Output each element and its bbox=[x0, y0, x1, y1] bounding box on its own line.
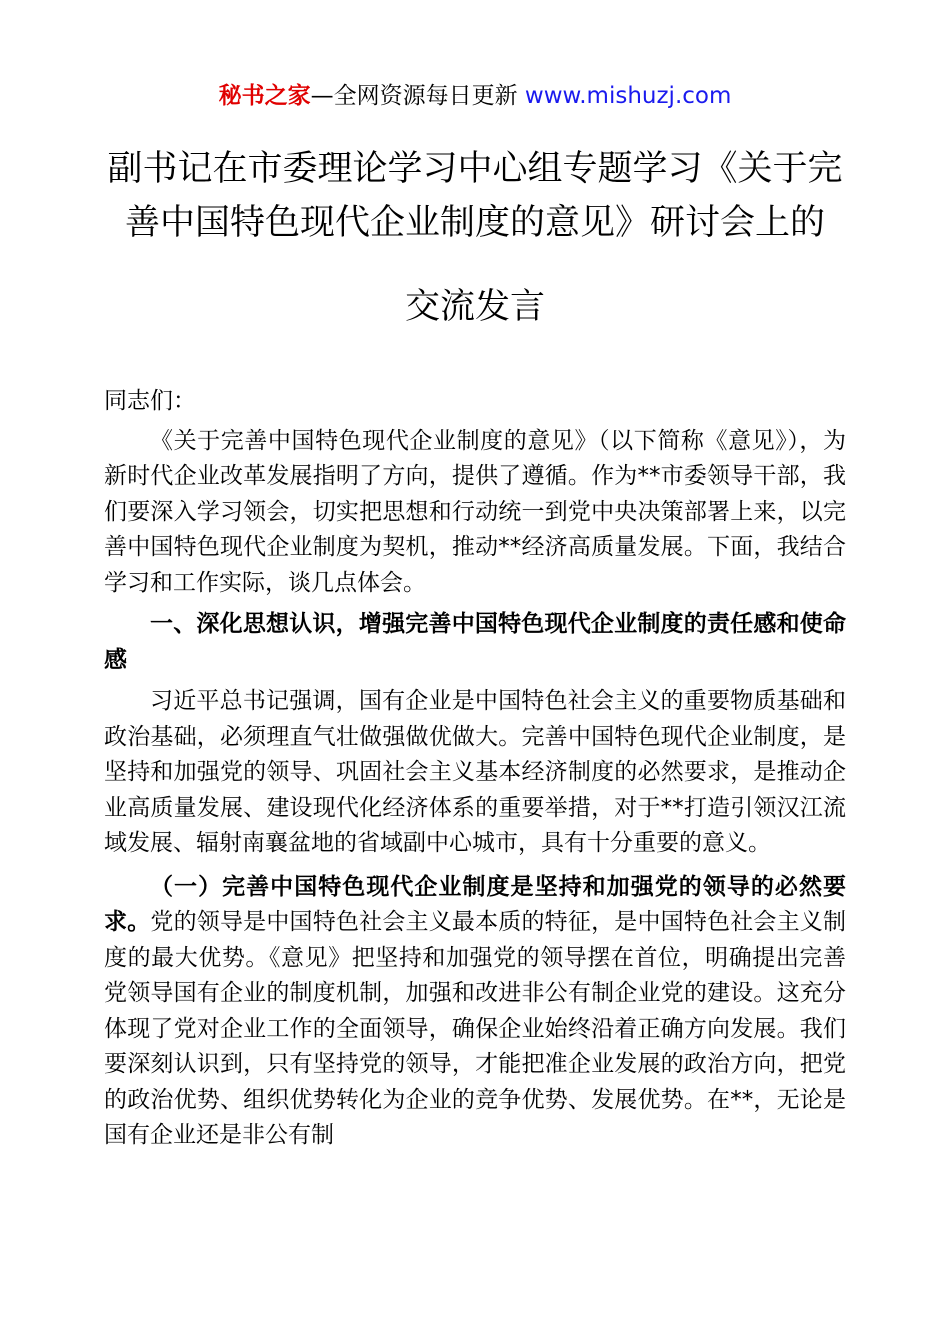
document-body bbox=[104, 384, 846, 1154]
subsection-1-text: 党的领导是中国特色社会主义最本质的特征，是中国特色社会主义制度的最大优势。《意见》把坚持和加强党的领导摆在首位，明确提出完善党领导国有企业的制度机制，加强和改进非公有制企业党的建设。这充分体现了党对企业工作的全面领导，确保企业始终沿着正确方向发展。我们要深刻认识到，只有坚持党的领导，才能把准企业发展的政治方向，把党的政治优势、组织优势转化为企业的竞争优势、发展优势。在**，无论是国有企业还是非公有制 bbox=[104, 909, 847, 1148]
document-title bbox=[96, 142, 854, 334]
site-name: 秘书之家 bbox=[218, 83, 311, 109]
subsection-1-heading: （一）完善中国特色现代企业制度是坚持和加强党的领导的必然要求。 bbox=[104, 873, 846, 935]
section-1-paragraph: 习近平总书记强调，国有企业是中国特色社会主义的重要物质基础和政治基础，必须理直气壮做强做优做大。完善中国特色现代企业制度，是坚持和加强党的领导、巩固社会主义基本经济制度的必然要求，是推动企业高质量发展、建设现代化经济体系的重要举措，对于**打造引领汉江流域发展、辐射南襄盆地的省域副中心城市，具有十分重要的意义。 bbox=[104, 688, 846, 856]
subsection-1-paragraph bbox=[104, 870, 846, 1154]
site-tagline: —全网资源每日更新 bbox=[310, 83, 525, 109]
intro-paragraph: 《关于完善中国特色现代企业制度的意见》（以下简称《意见》），为新时代企业改革发展指明了方向，提供了遵循。作为**市委领导干部，我们要深入学习领会，切实把思想和行动统一到党中央决策部署上来，以完善中国特色现代企业制度为契机，推动**经济高质量发展。下面，我结合学习和工作实际，谈几点体会。 bbox=[104, 427, 846, 596]
salutation: 同志们： bbox=[104, 388, 196, 414]
title-line-2: 善中国特色现代企业制度的意见》研讨会上的 bbox=[124, 203, 825, 243]
title-line-3: 交流发言 bbox=[404, 287, 545, 327]
title-line-1: 副书记在市委理论学习中心组专题学习《关于完 bbox=[107, 149, 843, 189]
site-header bbox=[0, 80, 950, 112]
site-url-link[interactable]: www.mishuzj.com bbox=[524, 83, 732, 109]
section-1-heading: 一、深化思想认识，增强完善中国特色现代企业制度的责任感和使命感 bbox=[104, 611, 846, 673]
